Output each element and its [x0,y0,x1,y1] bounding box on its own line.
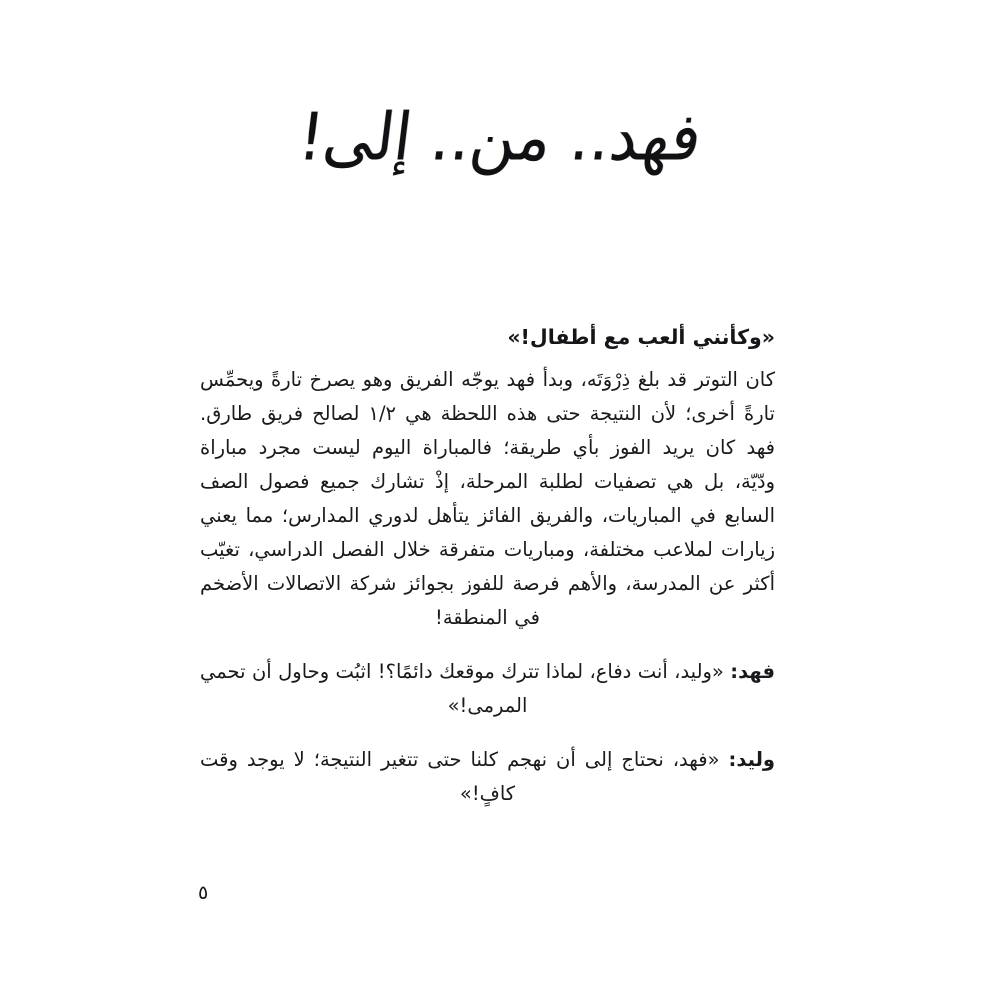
section-heading: «وكأنني ألعب مع أطفال!» [507,325,775,349]
body-paragraph: كان التوتر قد بلغ ذِرْوَتَه، وبدأ فهد يوجّه الفريق وهو يصرخ تارةً ويحمِّس تارةً أخرى؛ لأن النتيجة حتى هذه اللحظة هي ١/٢ لصالح فريق طارق. فهد كان يريد الفوز بأي طريقة؛ فالمباراة اليوم ليست مجرد مباراة ودّيّة، بل هي تصفيات لطلبة المرحلة، إذْ تشارك جميع فصول الصف السابع في المباريات، والفريق الفائز يتأهل لدوري المدارس؛ مما يعني زيارات لملاعب مختلفة، ومباريات متفرقة خلال الفصل الدراسي، تغيّب أكثر عن المدرسة، والأهم فرصة للفوز بجوائز شركة الاتصالات الأضخم في المنطقة! [200,367,775,629]
dialogue-line [200,655,775,723]
dialogue-speech: «وليد، أنت دفاع، لماذا تترك موقعك دائمًا؟! اثبُت وحاول أن تحمي المرمى!» [200,659,724,717]
text-column [200,322,775,811]
dialogue-speaker: وليد: [728,747,776,771]
book-title: فهد.. من.. إلى! [294,98,706,176]
title-zone [0,72,1000,202]
page-number: ٥ [198,882,209,904]
dialogue-line [200,743,775,811]
dialogue-speaker: فهد: [730,659,776,683]
dialogue-speech: «فهد، نحتاج إلى أن نهجم كلنا حتى تتغير النتيجة؛ لا يوجد وقت كافٍ!» [200,747,720,805]
